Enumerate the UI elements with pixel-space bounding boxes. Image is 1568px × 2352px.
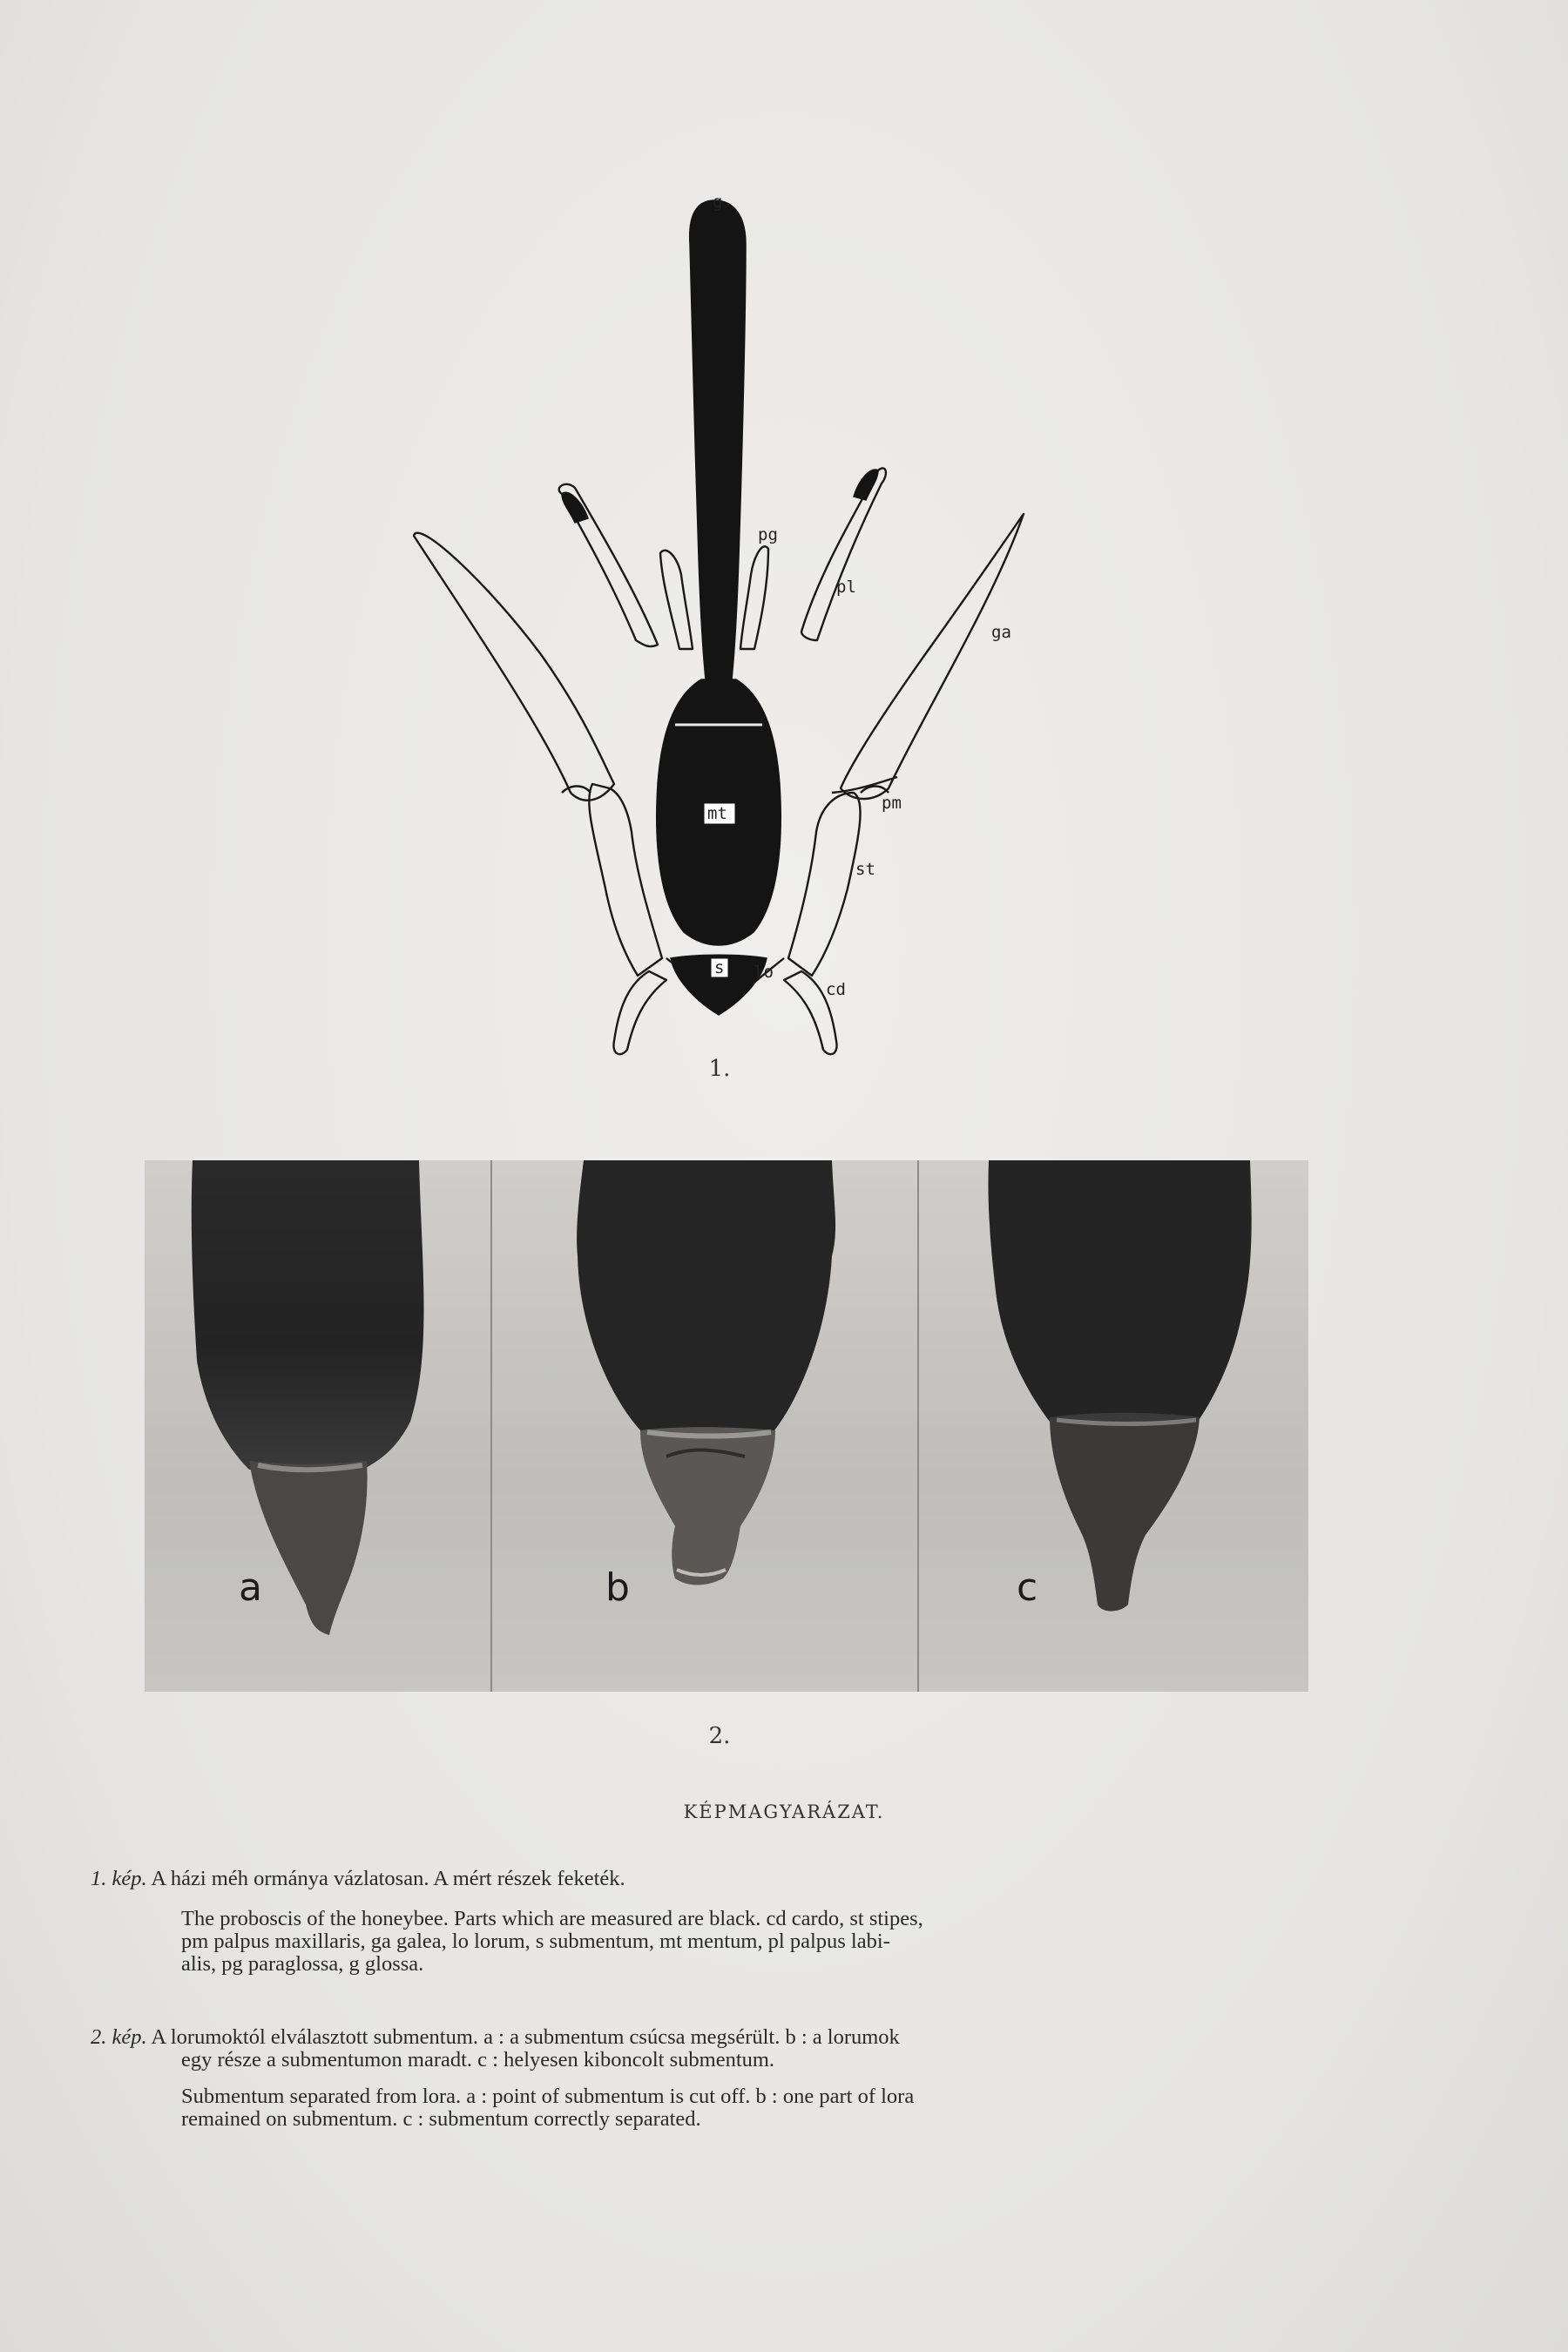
caption-2-hungarian-text-1: A lorumoktól elválasztott submentum. a : a submentum csúcsa megsérült. b : a lorumok [151,2025,900,2049]
submentum-photo-strip [145,1160,1308,1692]
palp-tip-left [562,492,588,523]
caption-2-english-line-1: Submentum separated from lora. a : point of submentum is cut off. b : one part of lora [181,2085,915,2108]
palp-tip-right [854,470,878,500]
label-pl: pl [836,578,856,597]
paraglossa-right [740,546,768,649]
caption-2-hungarian-line-1 [91,2026,1348,2049]
photo-label-b: b [605,1565,630,1610]
photo-panel-c [919,1160,1308,1692]
paraglossa-left [660,551,693,649]
label-mt: mt [707,804,727,823]
label-pg: pg [758,525,778,544]
caption-1-english-line-3: alis, pg paraglossa, g glossa. [181,1952,424,1976]
label-s: s [714,958,725,977]
stipes-left [589,784,662,976]
caption-1-hungarian-text: A házi méh ormánya vázlatosan. A mért részek feketék. [151,1867,625,1890]
caption-title: KÉPMAGYARÁZAT. [683,1801,885,1822]
photo-label-c: c [1017,1565,1038,1610]
caption-2-english-line-2: remained on submentum. c : submentum correctly separated. [181,2107,701,2131]
caption-2-tag: 2. kép. [91,2025,147,2049]
label-pm: pm [882,794,902,813]
palpus-labialis-right [801,469,886,640]
galea-left [414,533,614,801]
galea-right [841,514,1024,799]
label-lo: lo [754,963,774,982]
figure-1-number: 1. [708,1056,731,1082]
photo-label-a: a [239,1565,262,1610]
label-st: st [855,860,875,879]
glossa [690,200,746,679]
label-ga: ga [991,623,1011,642]
caption-1-tag: 1. kép. [91,1867,147,1890]
caption-1-hungarian [91,1868,1348,1890]
photo-panel-b [492,1160,917,1692]
stipes-right [788,793,861,976]
label-cd: cd [826,980,846,999]
cardo-left [613,971,666,1054]
label-g: g [713,193,723,212]
caption-1-english-line-2: pm palpus maxillaris, ga galea, lo lorum, s submentum, mt mentum, pl palpus labi- [181,1930,890,1953]
proboscis-diagram [366,192,1028,1080]
figure-2-number: 2. [708,1723,731,1749]
caption-1-english-line-1: The proboscis of the honeybee. Parts which are measured are black. cd cardo, st stipes, [181,1907,923,1930]
photo-panel-a [145,1160,490,1692]
caption-2-hungarian-line-2: egy része a submentumon maradt. c : helyesen kiboncolt submentum. [181,2048,775,2072]
